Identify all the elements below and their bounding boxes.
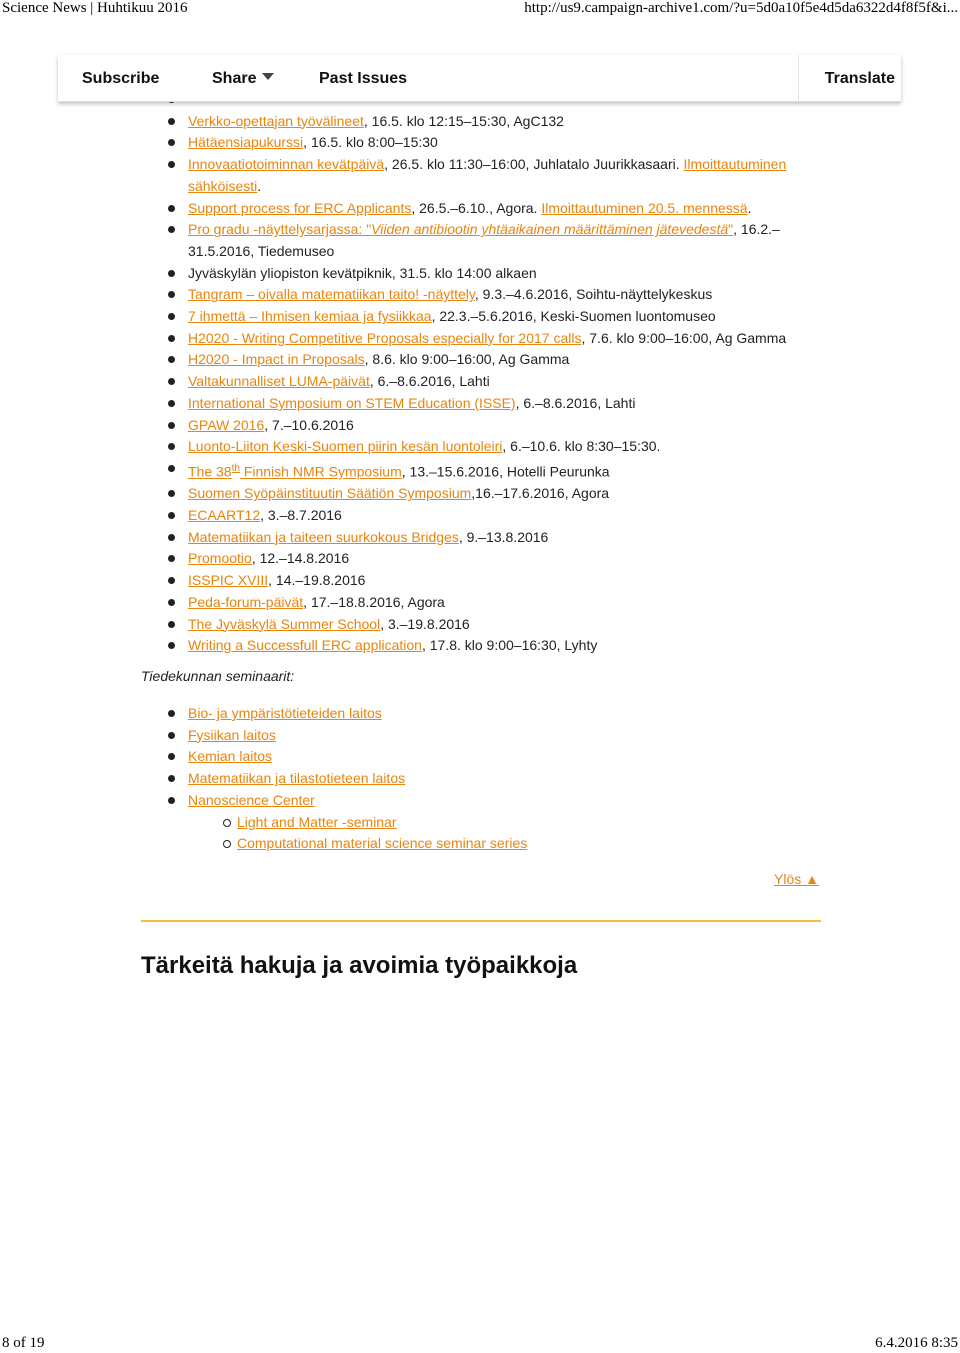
print-footer-date: 6.4.2016 8:35 <box>875 1335 958 1351</box>
event-list-item <box>141 371 821 393</box>
seminars-heading: Tiedekunnan seminaarit: <box>141 668 295 684</box>
event-text: Jyväskylän yliopiston kevätpiknik, 31.5. klo 14:00 alkaen <box>188 264 537 281</box>
events-list <box>141 89 821 657</box>
subscribe-button[interactable]: Subscribe <box>82 70 160 87</box>
seminar-link[interactable]: Bio- ja ympäristötieteiden laitos <box>188 705 382 721</box>
event-details: , 9.–13.8.2016 <box>458 528 549 545</box>
event-list-item <box>141 483 821 505</box>
print-footer-page: 8 of 19 <box>2 1335 45 1351</box>
event-list-item <box>141 132 821 154</box>
event-link[interactable]: GPAW 2016 <box>188 416 265 433</box>
event-link[interactable]: Peda-forum-päivät <box>188 593 304 610</box>
section-divider <box>141 920 821 922</box>
event-details: , 13.–15.6.2016, Hotelli Peurunka <box>401 463 610 480</box>
event-details: , 9.3.–4.6.2016, Soihtu-näyttelykeskus <box>474 286 713 303</box>
event-link[interactable]: International Symposium on STEM Education (ISSE) <box>188 394 516 411</box>
event-link[interactable]: 7 ihmettä – Ihmisen kemiaa ja fysiikkaa <box>188 308 432 325</box>
event-details: , 6.–8.6.2016, Lahti <box>515 394 636 411</box>
event-list-item <box>141 458 821 483</box>
caret-down-icon <box>262 73 274 80</box>
event-details: , 16.5. klo 12:15–15:30, AgC132 <box>363 112 564 129</box>
nanoscience-sublist-item <box>141 833 821 855</box>
event-link-superscript[interactable]: th <box>231 462 240 474</box>
past-issues-button[interactable]: Past Issues <box>319 70 408 87</box>
event-link[interactable]: Pro gradu -näyttelysarjassa: " <box>188 221 372 238</box>
event-list-item <box>141 263 821 285</box>
event-details: , 3.–8.7.2016 <box>260 507 342 524</box>
event-details: , 22.3.–5.6.2016, Keski-Suomen luontomuseo <box>431 308 716 325</box>
event-link-italic[interactable]: Viiden antibiootin yhtäaikainen määrittäminen jätevedestä <box>371 221 729 238</box>
print-header-url: http://us9.campaign-archive1.com/?u=5d0a10f5e4d5da6322d4f8f5f&i... <box>524 0 958 16</box>
event-details: , 17.–18.8.2016, Agora <box>303 593 445 610</box>
event-link[interactable]: H2020 - Impact in Proposals <box>188 351 365 368</box>
event-list-item <box>141 111 821 133</box>
event-link[interactable]: Matematiikan ja taiteen suurkokous Bridges <box>188 528 459 545</box>
seminar-list-item <box>141 790 821 812</box>
toolbar-divider <box>798 55 799 101</box>
nanoscience-seminar-link[interactable]: Computational material science seminar series <box>237 835 528 852</box>
event-list-item <box>141 284 821 306</box>
event-details: , 26.5. klo 11:30–16:00, Juhlatalo Juurikkasaari. <box>384 156 684 173</box>
event-details: , 26.5.–6.10., Agora. <box>411 199 542 216</box>
event-details: , 6.–10.6. klo 8:30–15:30. <box>502 438 661 455</box>
event-list-item <box>141 635 821 657</box>
back-to-top-link[interactable]: Ylös ▲ <box>774 871 819 887</box>
event-link[interactable]: Hätäensiapukurssi <box>188 134 304 151</box>
share-label: Share <box>212 70 257 87</box>
share-button[interactable] <box>212 55 274 101</box>
seminar-list-item <box>141 746 821 768</box>
campaign-toolbar <box>58 55 901 102</box>
event-link[interactable]: ISSPIC XVIII <box>188 572 269 589</box>
event-link[interactable]: Writing a Successfull ERC application <box>188 637 422 654</box>
event-list-item <box>141 415 821 437</box>
event-link-end[interactable]: " <box>728 221 734 238</box>
print-footer <box>0 1335 960 1353</box>
event-link-end[interactable]: Finnish NMR Symposium <box>239 463 402 480</box>
event-details: , 7.6. klo 9:00–16:00, Ag Gamma <box>581 329 787 346</box>
seminar-link[interactable]: Nanoscience Center <box>188 791 315 808</box>
seminar-list-item <box>141 703 821 725</box>
event-link[interactable]: The 38 <box>188 463 232 480</box>
event-details: , 16.5. klo 8:00–15:30 <box>303 134 438 151</box>
event-details: , 3.–19.8.2016 <box>380 615 470 632</box>
event-registration-link[interactable]: Ilmoittautuminen sähköisesti <box>188 156 787 194</box>
event-list-item <box>141 570 821 592</box>
event-link[interactable]: Verkko-opettajan työvälineet <box>188 112 364 129</box>
event-list-item <box>141 527 821 549</box>
event-details: , 14.–19.8.2016 <box>268 572 366 589</box>
seminars-list <box>141 703 821 855</box>
event-details-end: . <box>257 177 262 194</box>
seminar-link[interactable]: Matematiikan ja tilastotieteen laitos <box>188 770 406 787</box>
event-link[interactable]: Support process for ERC Applicants <box>188 199 412 216</box>
event-list-item <box>141 393 821 415</box>
event-link[interactable]: Suomen Syöpäinstituutin Säätiön Symposium <box>188 485 472 502</box>
event-details-end: . <box>747 199 752 216</box>
seminar-list-item <box>141 725 821 747</box>
event-list-item <box>141 306 821 328</box>
event-list-item <box>141 154 821 197</box>
event-list-item <box>141 614 821 636</box>
event-list-item <box>141 592 821 614</box>
section-title: Tärkeitä hakuja ja avoimia työpaikkoja <box>141 952 578 979</box>
event-details: , 6.–8.6.2016, Lahti <box>369 373 490 390</box>
event-link[interactable]: Promootio <box>188 550 252 567</box>
nanoscience-seminar-link[interactable]: Light and Matter -seminar <box>237 813 397 830</box>
event-link[interactable]: Valtakunnalliset LUMA-päivät <box>188 373 370 390</box>
event-registration-link[interactable]: Ilmoittautuminen 20.5. mennessä <box>541 199 748 216</box>
event-link[interactable]: Tangram – oivalla matematiikan taito! -näyttely <box>188 286 475 303</box>
event-details: , 8.6. klo 9:00–16:00, Ag Gamma <box>364 351 570 368</box>
seminar-list-item <box>141 768 821 790</box>
print-header-title: Science News | Huhtikuu 2016 <box>2 0 188 16</box>
event-list-item <box>141 219 821 262</box>
nanoscience-sublist-item <box>141 812 821 834</box>
event-details: , 12.–14.8.2016 <box>251 550 350 567</box>
event-list-item <box>141 548 821 570</box>
seminar-link[interactable]: Fysiikan laitos <box>188 726 276 743</box>
event-details: , 17.8. klo 9:00–16:30, Lyhty <box>421 637 598 654</box>
print-header <box>0 0 960 18</box>
nanoscience-sublist <box>141 812 821 855</box>
event-link[interactable]: H2020 - Writing Competitive Proposals especially for 2017 calls <box>188 329 582 346</box>
event-link[interactable]: Innovaatiotoiminnan kevätpäivä <box>188 156 385 173</box>
event-link[interactable]: The Jyväskylä Summer School <box>188 615 381 632</box>
event-list-item <box>141 349 821 371</box>
translate-button[interactable]: Translate <box>824 70 895 87</box>
event-list-item <box>141 328 821 350</box>
event-list-item <box>141 198 821 220</box>
event-link[interactable]: Luonto-Liiton Keski-Suomen piirin kesän luontoleiri <box>188 438 503 455</box>
event-details: ,16.–17.6.2016, Agora <box>471 485 610 502</box>
event-list-item <box>141 436 821 458</box>
event-list-item <box>141 505 821 527</box>
event-link[interactable]: ECAART12 <box>188 507 261 524</box>
event-details: , 7.–10.6.2016 <box>264 416 354 433</box>
event-details: , 16.2.–31.5.2016, Tiedemuseo <box>188 221 780 259</box>
seminar-link[interactable]: Kemian laitos <box>188 748 273 765</box>
